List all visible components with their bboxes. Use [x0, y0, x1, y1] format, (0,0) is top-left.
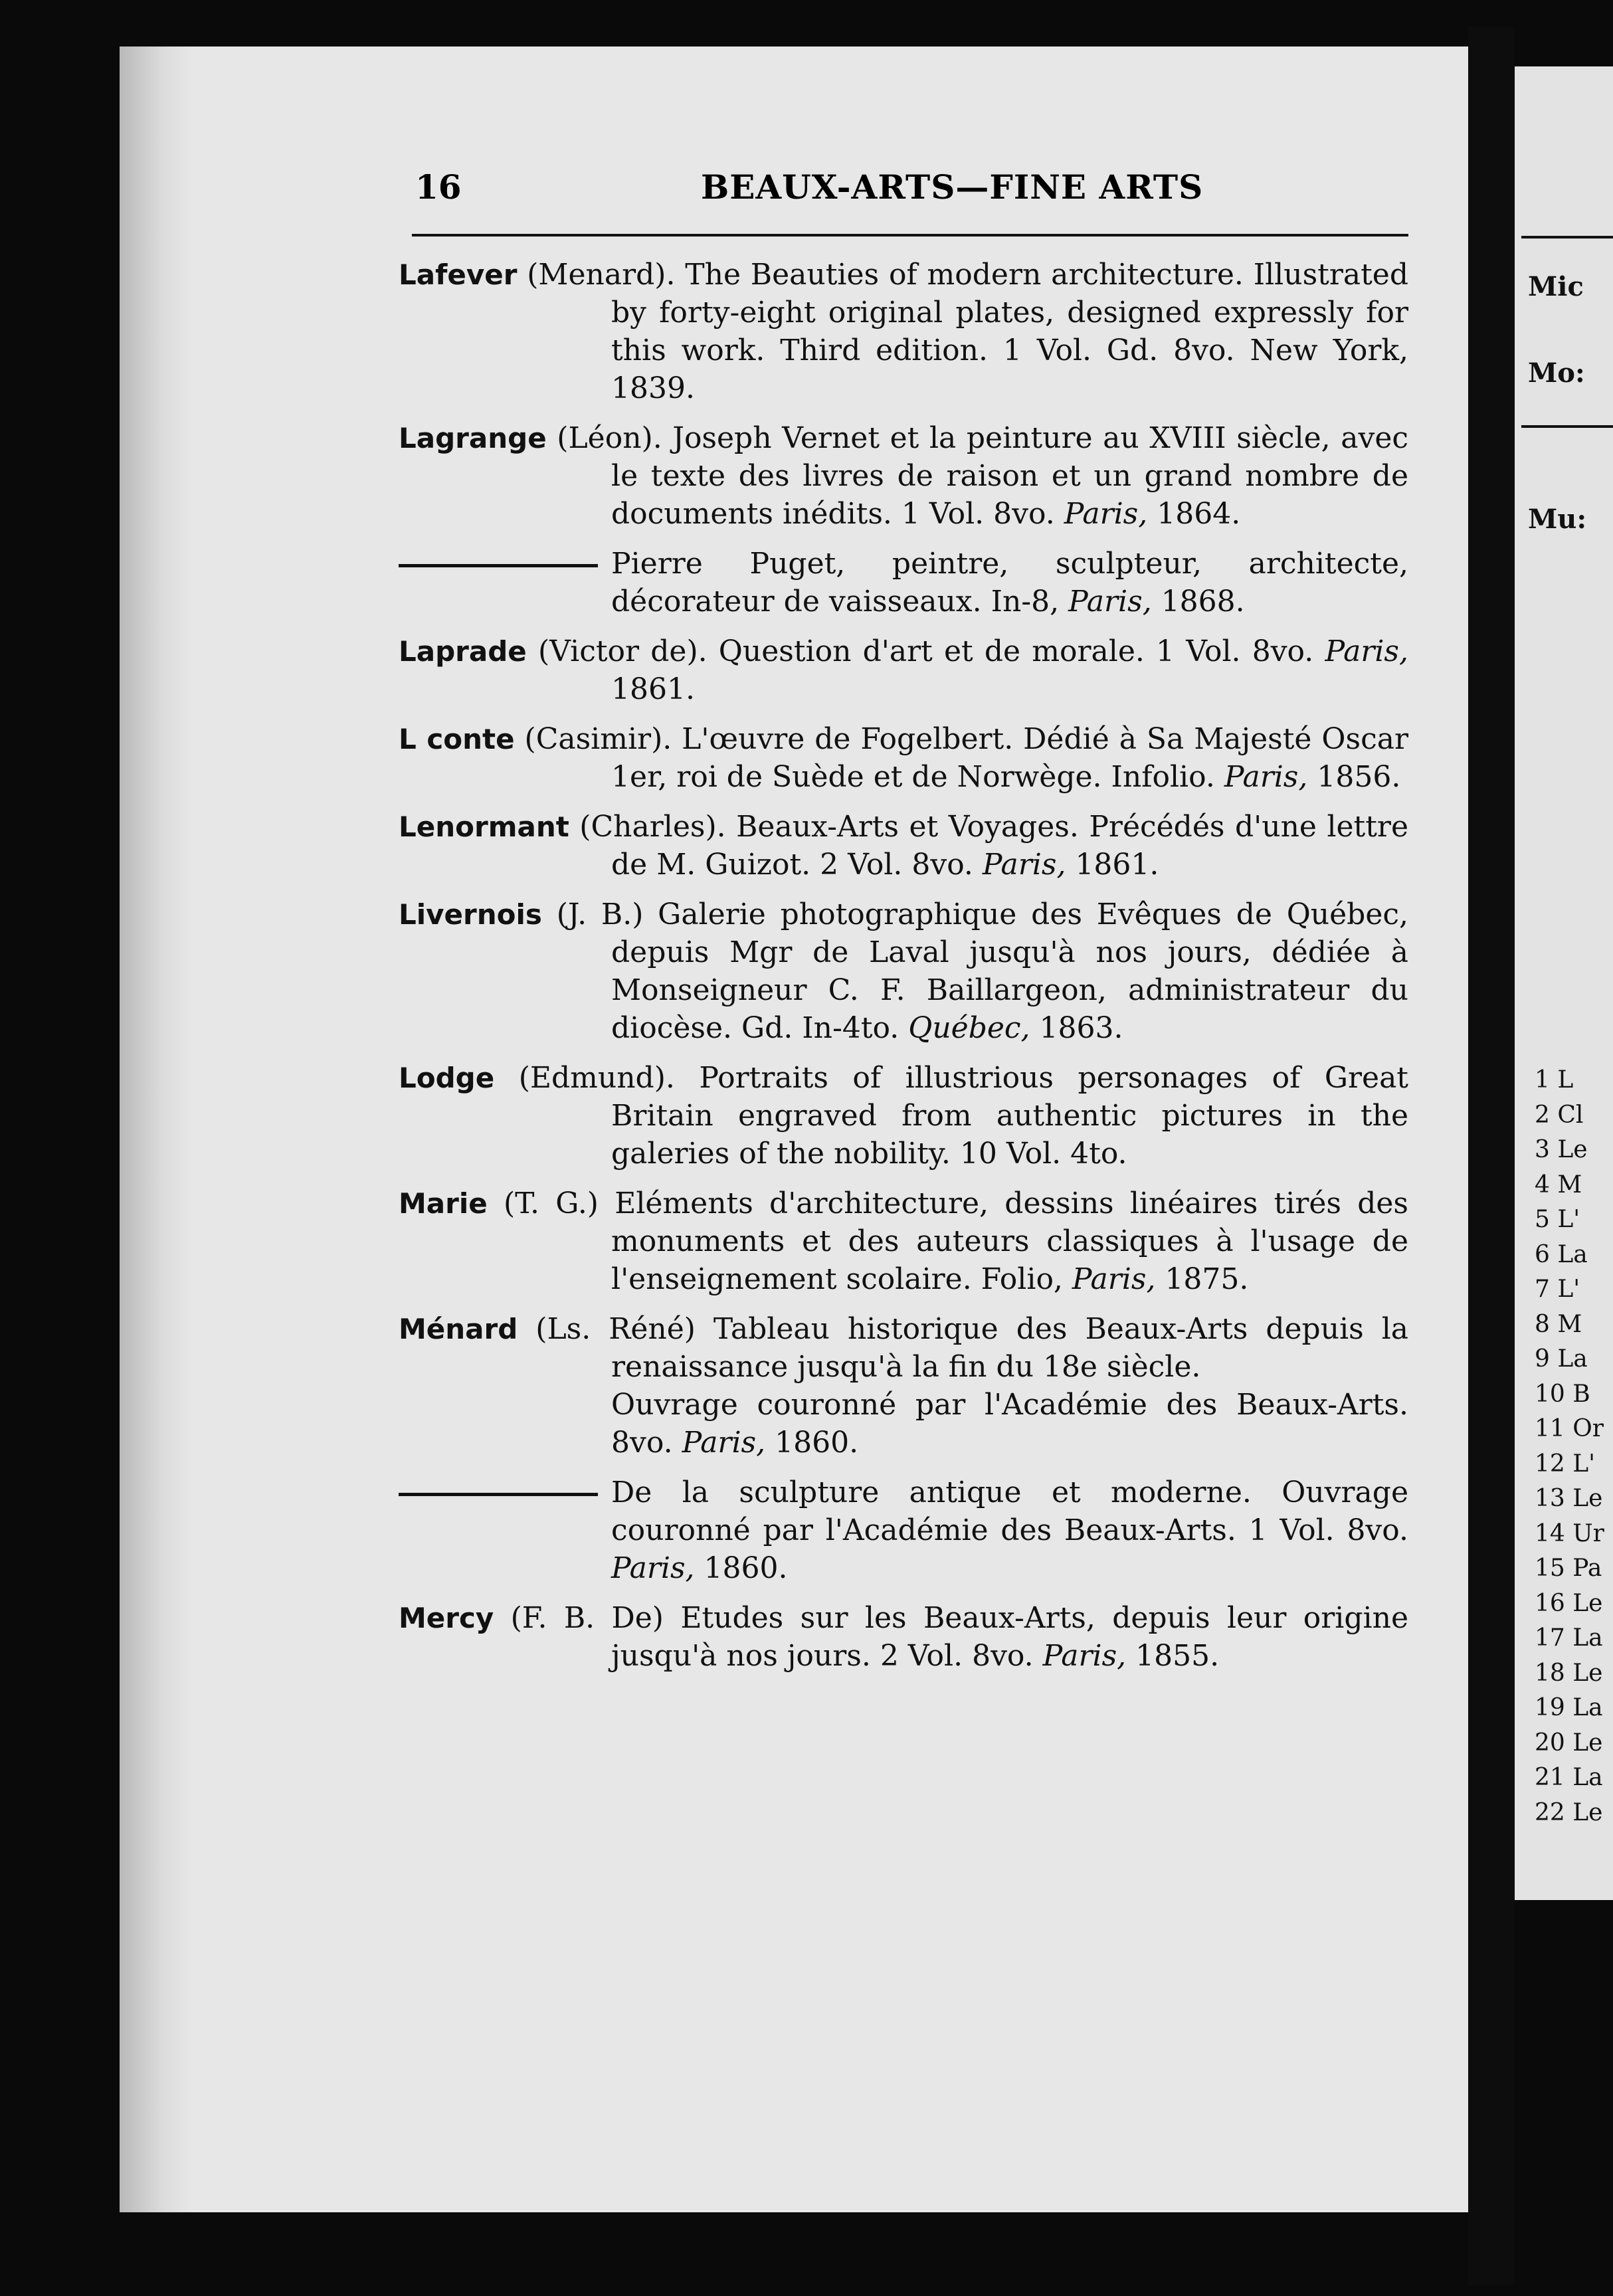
list-item: 11 Or: [1535, 1415, 1604, 1442]
entry-author: Marie: [399, 1187, 488, 1220]
list-item: 21 La: [1535, 1764, 1603, 1791]
ditto-dash: [399, 564, 598, 567]
bibliography-list: [399, 256, 1408, 1687]
entry-author: L conte: [399, 723, 515, 755]
list-item: 22 Le: [1535, 1798, 1603, 1826]
entry-text: (J. B.) Galerie photographique des Evêques de Québec, depuis Mgr de Laval jusqu'à nos jours, dédiée à Monseigneur C. F. Baillargeon, administrateur du diocèse. Gd. In-4to.: [541, 898, 1408, 1045]
list-item: 15 Pa: [1535, 1555, 1602, 1582]
list-item: 8 M: [1535, 1310, 1582, 1338]
bibliography-entry: [399, 256, 1408, 407]
entry-text: (Charles). Beaux-Arts et Voyages. Précédés d'une lettre de M. Guizot. 2 Vol. 8vo.: [569, 810, 1408, 882]
entry-text: De la sculpture antique et moderne. Ouvrage couronné par l'Académie des Beaux-Arts. 1 Vol. 8vo.: [611, 1476, 1408, 1547]
list-item: 12 L': [1535, 1450, 1596, 1478]
list-item: 2 Cl: [1535, 1101, 1584, 1129]
list-item: 6 La: [1535, 1240, 1588, 1268]
entry-text: (F. B. De) Etudes sur les Beaux-Arts, depuis leur origine jusqu'à nos jours. 2 Vol. 8vo.: [494, 1601, 1408, 1673]
list-item: 18 Le: [1535, 1659, 1603, 1687]
entry-place: Québec,: [908, 1011, 1030, 1045]
list-item: 4 M: [1535, 1171, 1582, 1198]
page-shadow: [120, 47, 193, 2212]
entry-note: [611, 1386, 1408, 1462]
header-rule: [412, 234, 1408, 237]
bibliography-entry-continuation: [399, 545, 1408, 621]
entry-author: Laprade: [399, 635, 527, 668]
entry-place: Paris,: [1072, 1262, 1156, 1296]
entry-text: (Léon). Joseph Vernet et la peinture au XVIII siècle, avec le texte des livres de raison et un grand nombre de documents inédits. 1 Vol. 8vo.: [546, 421, 1408, 531]
entry-year: 1863.: [1030, 1011, 1123, 1045]
entry-text: (Casimir). L'œuvre de Fogelbert. Dédié à Sa Majesté Oscar 1er, roi de Suède et de Norwège. Infolio.: [514, 722, 1408, 794]
entry-year: 1875.: [1155, 1262, 1249, 1296]
entry-author: Lafever: [399, 258, 518, 291]
entry-year: 1861.: [611, 672, 695, 706]
entry-year: 1860.: [765, 1426, 859, 1460]
right-page-word: Mic: [1528, 271, 1584, 302]
right-page-word: Mu:: [1528, 504, 1587, 535]
list-item: 5 L': [1535, 1206, 1580, 1233]
entry-place: Paris,: [1224, 760, 1308, 794]
entry-text: (T. G.) Eléments d'architecture, dessins linéaires tirés des monuments et des auteurs classiques à l'usage de l'enseignement scolaire. Folio,: [487, 1187, 1408, 1296]
bibliography-entry: [399, 1310, 1408, 1462]
list-item: 16 Le: [1535, 1589, 1603, 1617]
right-page-rule: [1521, 236, 1613, 239]
bibliography-entry: [399, 808, 1408, 884]
right-page-numbered-list: [1535, 1063, 1613, 1830]
entry-author: Ménard: [399, 1313, 518, 1345]
list-item: 7 L': [1535, 1276, 1580, 1303]
list-item: 19 La: [1535, 1694, 1603, 1721]
bibliography-entry: [399, 1185, 1408, 1298]
list-item: 1 L: [1535, 1066, 1574, 1094]
list-item: 17 La: [1535, 1624, 1603, 1652]
entry-text: (Ls. Réné) Tableau historique des Beaux-Arts depuis la renaissance jusqu'à la fin du 18e siècle.: [518, 1312, 1408, 1384]
page-title: BEAUX-ARTS—FINE ARTS: [701, 167, 1204, 207]
entry-author: Lodge: [399, 1062, 495, 1094]
entry-text: (Menard). The Beauties of modern architecture. Illustrated by forty-eight original plates, designed expressly for this work. Third edition. 1 Vol. Gd. 8vo. New York, 1839.: [517, 258, 1408, 405]
bibliography-entry: [399, 632, 1408, 708]
entry-place: Paris,: [1068, 585, 1152, 619]
entry-author: Lagrange: [399, 422, 547, 454]
bibliography-entry: [399, 896, 1408, 1047]
list-item: 20 Le: [1535, 1729, 1603, 1757]
entry-place: Paris,: [682, 1426, 766, 1460]
entry-text: (Victor de). Question d'art et de morale. 1 Vol. 8vo.: [526, 634, 1325, 668]
entry-place: Paris,: [611, 1551, 695, 1585]
list-item: 3 Le: [1535, 1136, 1588, 1163]
list-item: 13 Le: [1535, 1485, 1603, 1512]
entry-year: 1868.: [1151, 585, 1245, 619]
entry-note-text: Ouvrage couronné par l'Académie des Beaux-Arts. 8vo.: [611, 1388, 1408, 1460]
right-page-rule: [1521, 425, 1613, 428]
list-item: 9 La: [1535, 1345, 1588, 1373]
right-page-word: Mo:: [1528, 357, 1585, 389]
entry-text: Pierre Puget, peintre, sculpteur, architecte, décorateur de vaisseaux. In-8,: [611, 547, 1408, 619]
ditto-dash: [399, 1493, 598, 1496]
bibliography-entry: [399, 1059, 1408, 1173]
entry-year: 1864.: [1147, 497, 1241, 531]
entry-text: (Edmund). Portraits of illustrious personages of Great Britain engraved from authentic pictures in the galeries of the nobility. 10 Vol. 4to.: [494, 1061, 1408, 1171]
entry-year: 1861.: [1066, 848, 1159, 882]
entry-author: Livernois: [399, 898, 542, 931]
bibliography-entry: [399, 1599, 1408, 1675]
entry-place: Paris,: [1325, 634, 1408, 668]
bibliography-entry-continuation: [399, 1474, 1408, 1587]
entry-author: Mercy: [399, 1602, 494, 1634]
list-item: 14 Ur: [1535, 1519, 1604, 1547]
entry-year: 1856.: [1307, 760, 1401, 794]
entry-place: Paris,: [982, 848, 1066, 882]
list-item: 10 B: [1535, 1380, 1590, 1408]
book-gutter: [1468, 27, 1515, 2285]
entry-author: Lenormant: [399, 811, 569, 843]
entry-year: 1855.: [1126, 1639, 1220, 1673]
page-number: 16: [415, 167, 462, 207]
bibliography-entry: [399, 720, 1408, 796]
entry-place: Paris,: [1042, 1639, 1127, 1673]
bibliography-entry: [399, 419, 1408, 533]
entry-place: Paris,: [1064, 497, 1148, 531]
entry-year: 1860.: [694, 1551, 788, 1585]
